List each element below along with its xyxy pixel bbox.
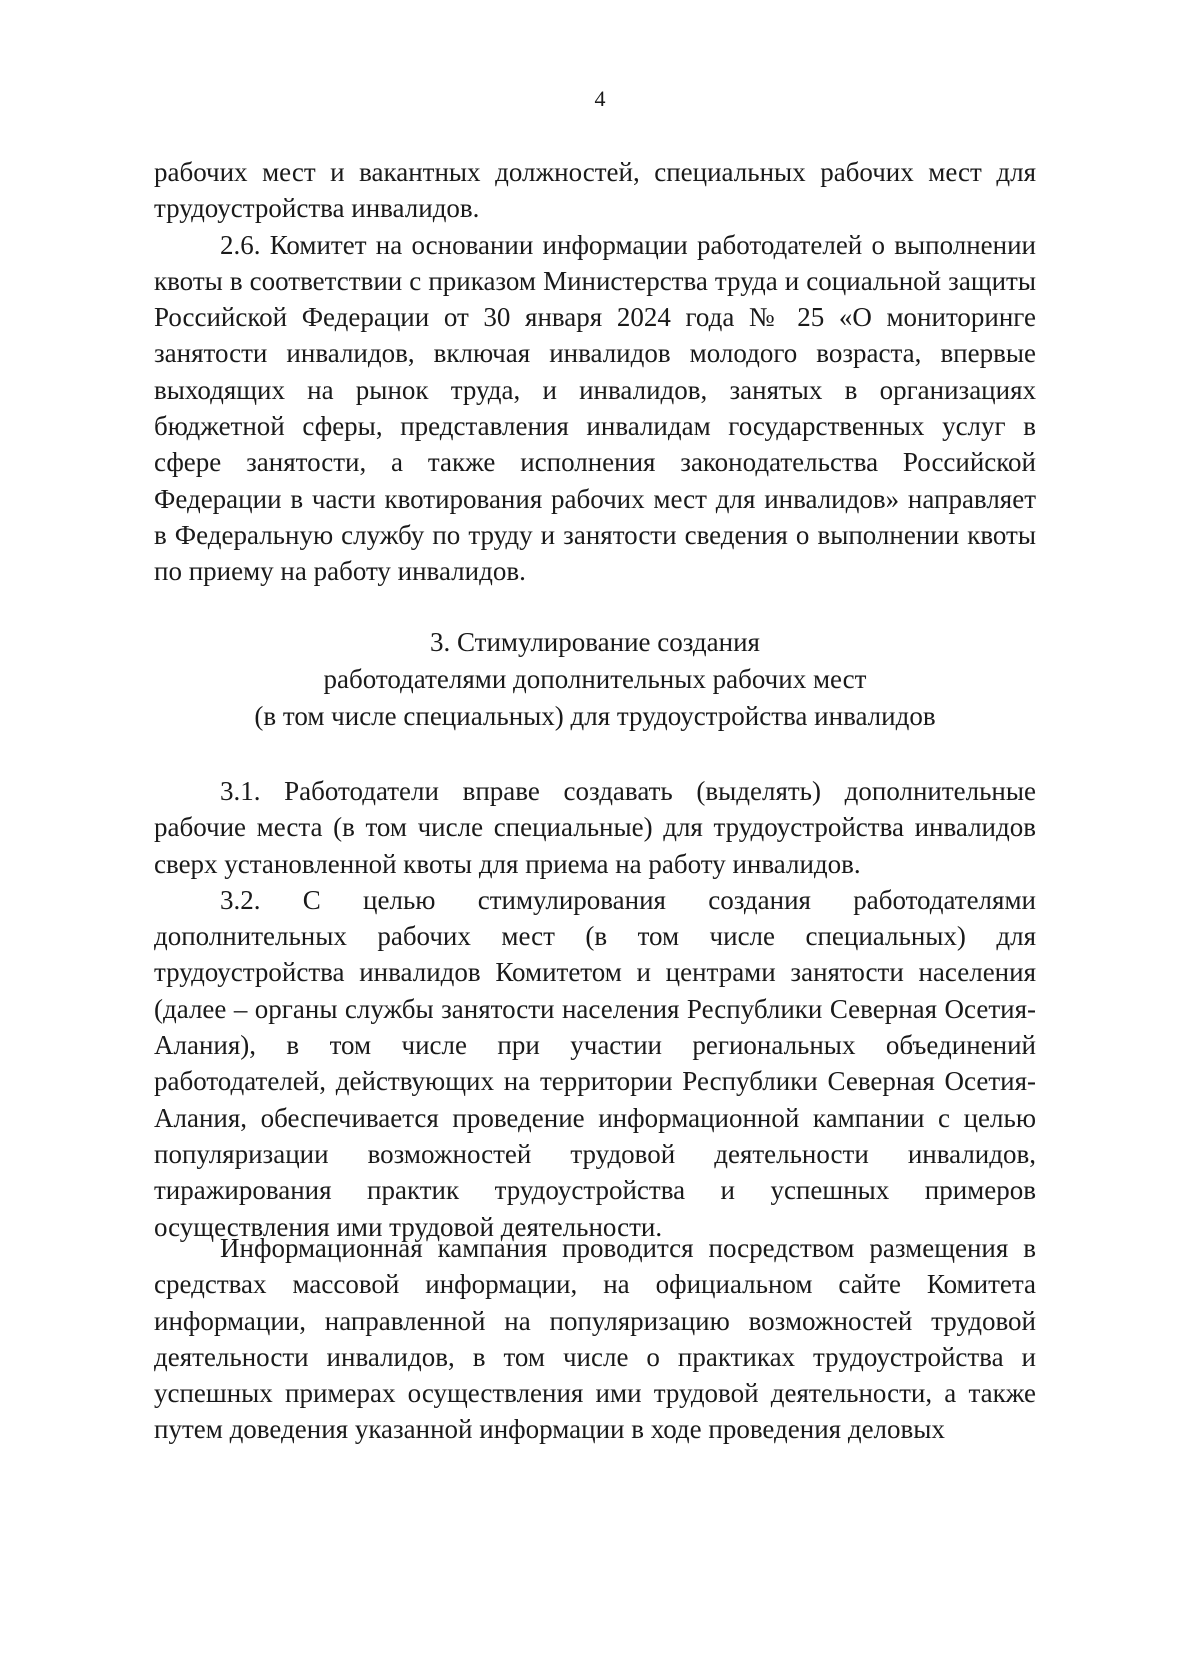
page-number: 4 [594, 86, 606, 111]
section-heading-line-1: 3. Стимулирование создания [430, 627, 760, 657]
text-block-bottom [154, 1230, 1036, 1448]
section-heading-line-3: (в том числе специальных) для трудоустройства инвалидов [254, 701, 936, 731]
text-block-top [154, 154, 1036, 590]
paragraph-3-2: 3.2. С целью стимулирования создания работодателями дополнительных рабочих мест (в том числе специальных) для трудоустройства инвалидов Комитетом и центрами занятости населения (далее – органы службы занятости населения Республики Северная Осетия-Алания), в том числе при участии региональных объединений работодателей, действующих на территории Республики Северная Осетия-Алания, обеспечивается проведение информационной кампании с целью популяризации возможностей трудовой деятельности инвалидов, тиражирования практик трудоустройства и успешных примеров осуществления ими трудовой деятельности. [154, 884, 1036, 1242]
paragraph-continuation: рабочих мест и вакантных должностей, специальных рабочих мест для трудоустройства инвалидов. [154, 157, 1036, 224]
section-heading-line-2: работодателями дополнительных рабочих мест [323, 664, 867, 694]
paragraph-information-campaign: Информационная кампания проводится посредством размещения в средствах массовой информации, на официальном сайте Комитета информации, направленной на популяризацию возможностей трудовой деятельности инвалидов, в том числе о практиках трудоустройства и успешных примерах осуществления ими трудовой деятельности, а также путем доведения указанной информации в ходе проведения деловых [154, 1233, 1036, 1445]
section-heading [154, 624, 1036, 735]
text-block-section-3 [154, 773, 1036, 1245]
paragraph-3-1: 3.1. Работодатели вправе создавать (выделять) дополнительные рабочие места (в том числе специальные) для трудоустройства инвалидов сверх установленной квоты для приема на работу инвалидов. [154, 776, 1036, 879]
paragraph-2-6: 2.6. Комитет на основании информации работодателей о выполнении квоты в соответствии с приказом Министерства труда и социальной защиты Российской Федерации от 30 января 2024 года № 25 «О мониторинге занятости инвалидов, включая инвалидов молодого возраста, впервые выходящих на рынок труда, и инвалидов, занятых в организациях бюджетной сферы, представления инвалидам государственных услуг в сфере занятости, а также исполнения законодательства Российской Федерации в части квотирования рабочих мест для инвалидов» направляет в Федеральную службу по труду и занятости сведения о выполнении квоты по приему на работу инвалидов. [154, 229, 1036, 587]
